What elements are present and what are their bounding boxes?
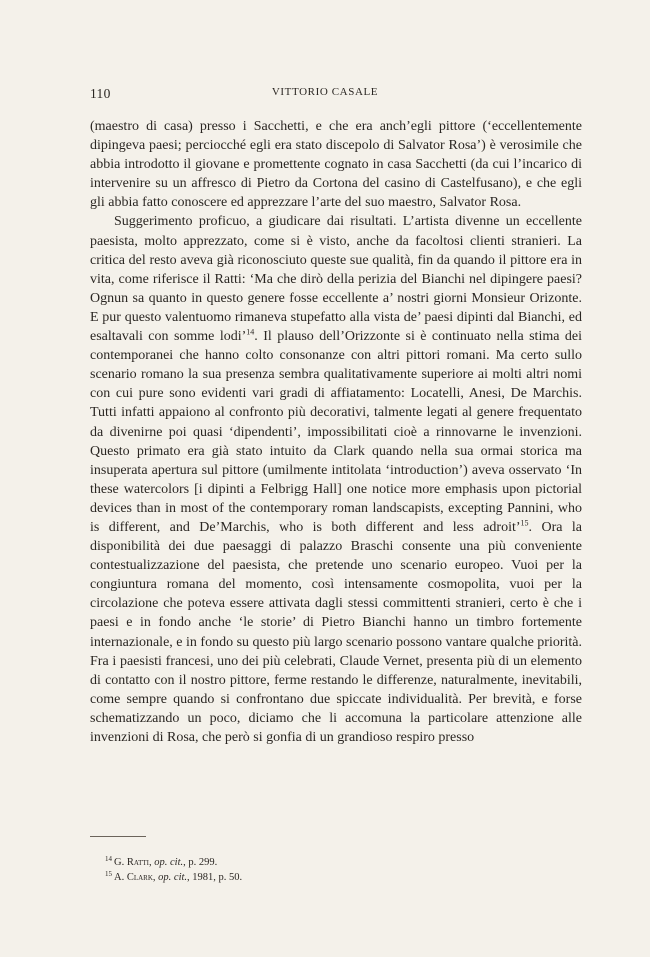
footnote-number: 14 — [105, 854, 112, 863]
footnote-ref-14: 14 — [246, 327, 255, 337]
paragraph-2-part-3: . Ora la disponibilità dei due paesaggi di palazzo Braschi consente una più conveniente contestualizzazione del paesista, che pretende uno scenario europeo. Vuoi per la congiuntura romana del momento, così intensamente cosmopolita, vuoi per la circolazione che poteva essere attivata dagli stessi committenti stranieri, certo è che i paesi e in fondo anche ‘le storie’ di Pietro Bianchi hanno un timbro fortemente internazionale, e in fondo su questo più largo scenario possono vantare qualche priorità. Fra i paesisti francesi, uno dei più celebrati, Claude Vernet, presenta più di un elemento di contatto con il nostro pittore, ferme restando le differenze, naturalmente, inevitabili, come sempre quando si confrontano due spiccate individualità. Per brevità, e forse schematizzando un poco, diciamo che li accomuna la particolare attenzione alle invenzioni di Rosa, che però si gonfia di un grandioso respiro presso — [90, 519, 582, 745]
page-number: 110 — [90, 86, 111, 101]
footnote-author: A. Clark, — [114, 872, 156, 883]
footnote-ref: op. cit. — [154, 857, 184, 868]
footnotes — [105, 855, 242, 885]
footnote-ref-15: 15 — [520, 518, 529, 528]
footnote-author: G. Ratti, — [114, 857, 152, 868]
footnote-15 — [105, 870, 242, 885]
footnote-14 — [105, 855, 242, 870]
paragraph-1: (maestro di casa) presso i Sacchetti, e che era anch’egli pittore (‘eccellentemente dipingeva paesi; perciocché egli era stato discepolo di Salvator Rosa’) è verosimile che abbia introdotto il giovane e promettente cognato in casa Sacchetti (da cui l’incarico di intervenire su un affresco di Pietro da Cortona del casino di Castelfusano), e che egli gli abbia fatto conoscere ed apprezzare l’arte del suo maestro, Salvator Rosa. — [90, 119, 582, 211]
paragraph-2-part-1: Suggerimento proficuo, a giudicare dai risultati. L’artista divenne un eccellente paesista, molto apprezzato, come si è visto, anche da facoltosi clienti stranieri. La critica del resto aveva già riconosciuto queste sue qualità, fin da quando il pittore era in vita, come riferisce il Ratti: ‘Ma che dirò della perizia del Bianchi nel dipingere paesi? Ognun sa quanto in questo genere fosse eccellente a’ nostri giorni Monsieur Orizonte. E pur questo valentuomo rimaneva stupefatto alla vista de’ paesi dipinti dal Bianchi, ed esaltavali con somme lodi’ — [90, 214, 582, 345]
running-head: VITTORIO CASALE — [271, 86, 379, 98]
paragraph-2-part-2: . Il plauso dell’Orizzonte si è continuato nella stima dei contemporanei che hanno colto consonanze con altri pittori romani. Ma certo sullo scenario romano la sua presenza sembra qualitativamente superiore ai molti altri nomi con cui pure sono evidenti vari gradi di affiatamento: Locatelli, Anesi, De Marchis. Tutti infatti appaiono al confronto più decorativi, talmente legati al genere frequentato da divenirne poi quasi ‘dipendenti’, impossibilitati cioè a rinnovarne le invenzioni. Questo primato era già stato intuito da Clark quando nella sua ormai storica ma insuperata apertura sul pittore (umilmente intitolata ‘introduction’) aveva osservato ‘In these watercolors [i dipinti a Felbrigg Hall] one notice more emphasis upon pictorial devices than in most of the contemporary roman landscapists, excepting Pannini, who is different, and De’Marchis, who is both different and less adroit’ — [90, 329, 582, 535]
body-text — [90, 117, 582, 747]
footnote-number: 15 — [105, 869, 112, 878]
footnote-rest: , 1981, p. 50. — [187, 872, 243, 883]
footnote-ref: op. cit. — [158, 872, 188, 883]
footnote-divider — [90, 836, 146, 837]
paragraph-2 — [90, 212, 582, 747]
footnote-rest: , p. 299. — [183, 857, 218, 868]
